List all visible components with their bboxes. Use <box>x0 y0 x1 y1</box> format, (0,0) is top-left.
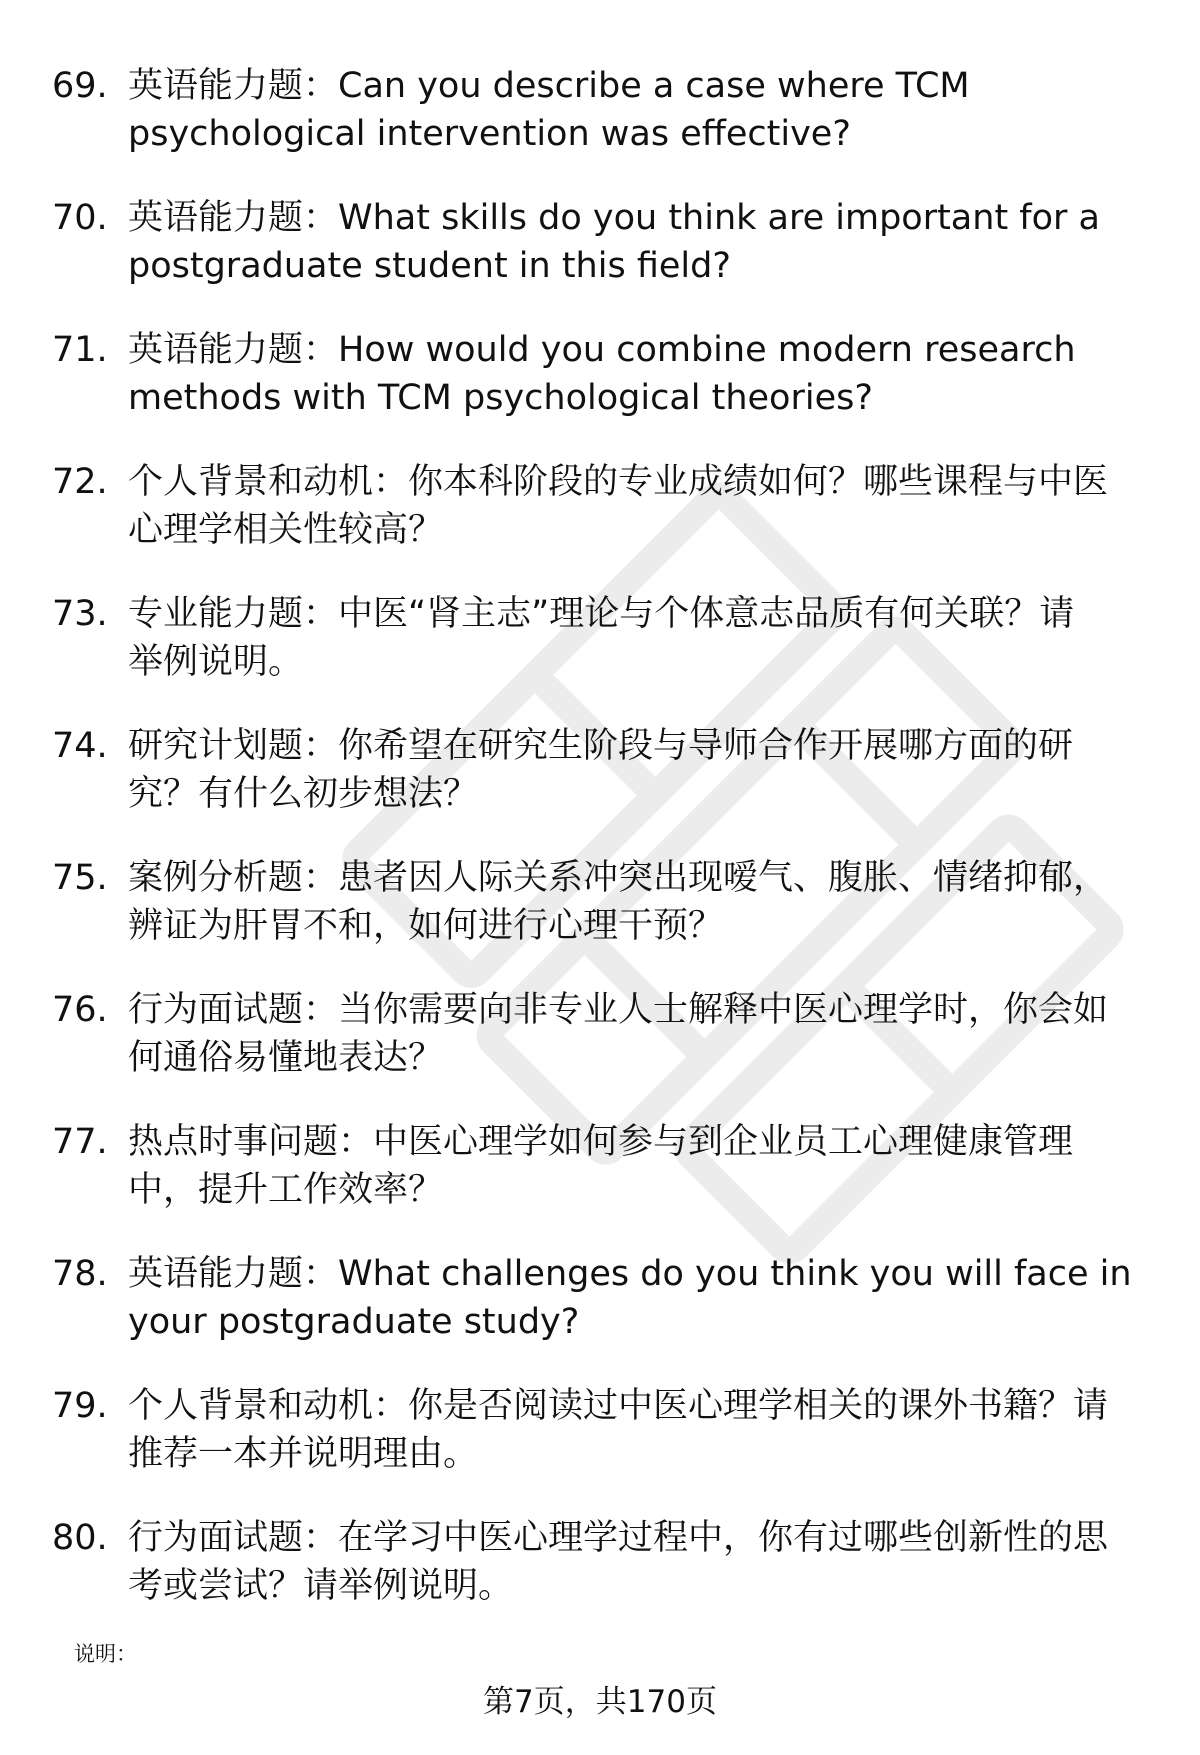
question-text: 英语能力题：What challenges do you think you will face in your postgraduate study? <box>128 1254 1132 1342</box>
question-text: 热点时事问题：中医心理学如何参与到企业员工心理健康管理 中，提升工作效率？ <box>128 1122 1074 1210</box>
question-number: 77. <box>52 1122 108 1162</box>
question-text: 行为面试题：在学习中医心理学过程中，你有过哪些创新性的思 考或尝试？请举例说明。 <box>128 1518 1109 1606</box>
question-item <box>52 1382 1152 1514</box>
question-text: 专业能力题：中医“肾主志”理论与个体意志品质有何关联？请 举例说明。 <box>128 594 1075 682</box>
note-label: 说明： <box>74 1642 137 1666</box>
question-number: 80. <box>52 1518 108 1558</box>
question-number: 70. <box>52 198 108 238</box>
question-item <box>52 722 1152 854</box>
question-number: 73. <box>52 594 108 634</box>
question-item <box>52 986 1152 1118</box>
question-number: 71. <box>52 330 108 370</box>
question-item <box>52 1250 1152 1382</box>
question-number: 72. <box>52 462 108 502</box>
question-number: 78. <box>52 1254 108 1294</box>
question-number: 79. <box>52 1386 108 1426</box>
question-item <box>52 194 1152 326</box>
question-list <box>52 62 1152 1646</box>
question-item <box>52 590 1152 722</box>
question-item <box>52 458 1152 590</box>
question-number: 76. <box>52 990 108 1030</box>
question-text: 英语能力题：What skills do you think are important for a postgraduate student in this field? <box>128 198 1100 286</box>
question-item <box>52 854 1152 986</box>
question-text: 英语能力题：How would you combine modern research methods with TCM psychological theories? <box>128 330 1076 418</box>
question-item <box>52 62 1152 194</box>
page-footer: 第7页，共170页 <box>483 1684 717 1720</box>
question-number: 69. <box>52 66 108 106</box>
question-item <box>52 1514 1152 1646</box>
question-text: 英语能力题：Can you describe a case where TCM psychological intervention was effective? <box>128 66 970 154</box>
question-item <box>52 1118 1152 1250</box>
question-text: 个人背景和动机：你是否阅读过中医心理学相关的课外书籍？请 推荐一本并说明理由。 <box>128 1386 1109 1474</box>
question-text: 案例分析题：患者因人际关系冲突出现嗳气、腹胀、情绪抑郁， 辨证为肝胃不和，如何进行心理干预？ <box>128 858 1109 946</box>
question-number: 75. <box>52 858 108 898</box>
question-text: 个人背景和动机：你本科阶段的专业成绩如何？哪些课程与中医 心理学相关性较高？ <box>128 462 1109 550</box>
question-text: 研究计划题：你希望在研究生阶段与导师合作开展哪方面的研 究？有什么初步想法？ <box>128 726 1074 814</box>
question-number: 74. <box>52 726 108 766</box>
question-item <box>52 326 1152 458</box>
question-text: 行为面试题：当你需要向非专业人士解释中医心理学时，你会如 何通俗易懂地表达？ <box>128 990 1109 1078</box>
